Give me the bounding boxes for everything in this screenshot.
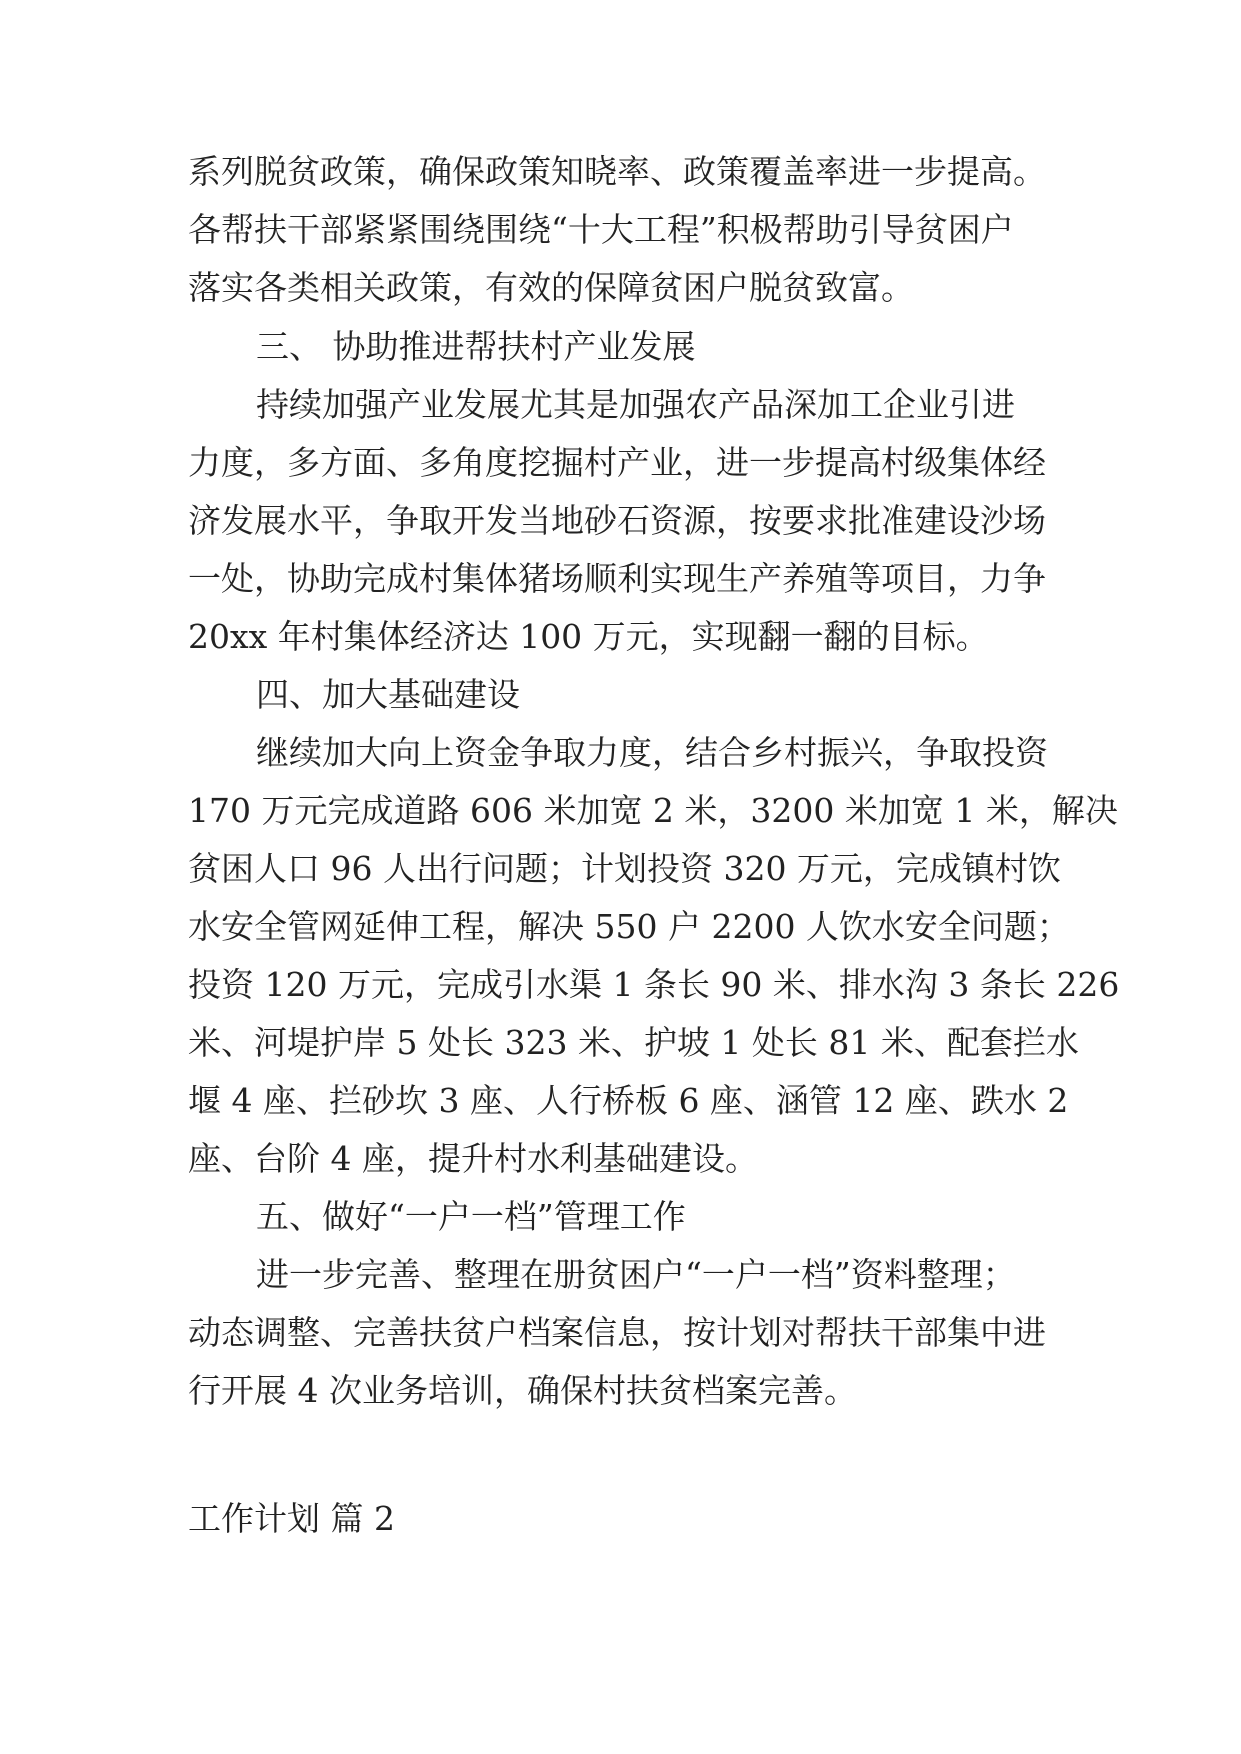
body-text-line: 行开展 4 次业务培训，确保村扶贫档案完善。: [188, 1371, 857, 1410]
body-text-line: 系列脱贫政策，确保政策知晓率、政策覆盖率进一步提高。: [188, 152, 1046, 191]
body-text-line: 动态调整、完善扶贫户档案信息，按计划对帮扶干部集中进: [188, 1313, 1046, 1352]
section-heading-5: 五、做好“一户一档”管理工作: [256, 1197, 686, 1236]
body-text-line: 170 万元完成道路 606 米加宽 2 米，3200 米加宽 1 米，解决: [188, 791, 1118, 830]
body-text-line: 贫困人口 96 人出行问题；计划投资 320 万元，完成镇村饮: [188, 849, 1061, 888]
paragraph-start-line: 进一步完善、整理在册贫困户“一户一档”资料整理；: [256, 1255, 1016, 1294]
body-text-line: 落实各类相关政策，有效的保障贫困户脱贫致富。: [188, 268, 914, 307]
body-text-line: 各帮扶干部紧紧围绕围绕“十大工程”积极帮助引导贫困户: [188, 210, 1014, 249]
body-text-line: 水安全管网延伸工程，解决 550 户 2200 人饮水安全问题；: [188, 907, 1070, 946]
body-text-line: 座、台阶 4 座，提升村水利基础建设。: [188, 1139, 758, 1178]
paragraph-start-line: 继续加大向上资金争取力度，结合乡村振兴，争取投资: [256, 733, 1048, 772]
section-heading-3: 三、 协助推进帮扶村产业发展: [256, 327, 696, 366]
body-text-line: 米、河堤护岸 5 处长 323 米、护坡 1 处长 81 米、配套拦水: [188, 1023, 1079, 1062]
body-text-line: 20xx 年村集体经济达 100 万元，实现翻一翻的目标。: [188, 617, 989, 656]
chapter-title: 工作计划 篇 2: [188, 1499, 395, 1538]
body-text-line: 堰 4 座、拦砂坎 3 座、人行桥板 6 座、涵管 12 座、跌水 2: [188, 1081, 1069, 1120]
body-text-line: 一处，协助完成村集体猪场顺利实现生产养殖等项目，力争: [188, 559, 1046, 598]
body-text-line: 力度，多方面、多角度挖掘村产业，进一步提高村级集体经: [188, 443, 1046, 482]
section-heading-4: 四、加大基础建设: [256, 675, 520, 714]
paragraph-start-line: 持续加强产业发展尤其是加强农产品深加工企业引进: [256, 385, 1015, 424]
body-text-line: 投资 120 万元，完成引水渠 1 条长 90 米、排水沟 3 条长 226: [188, 965, 1120, 1004]
body-text-line: 济发展水平，争取开发当地砂石资源，按要求批准建设沙场: [188, 501, 1046, 540]
